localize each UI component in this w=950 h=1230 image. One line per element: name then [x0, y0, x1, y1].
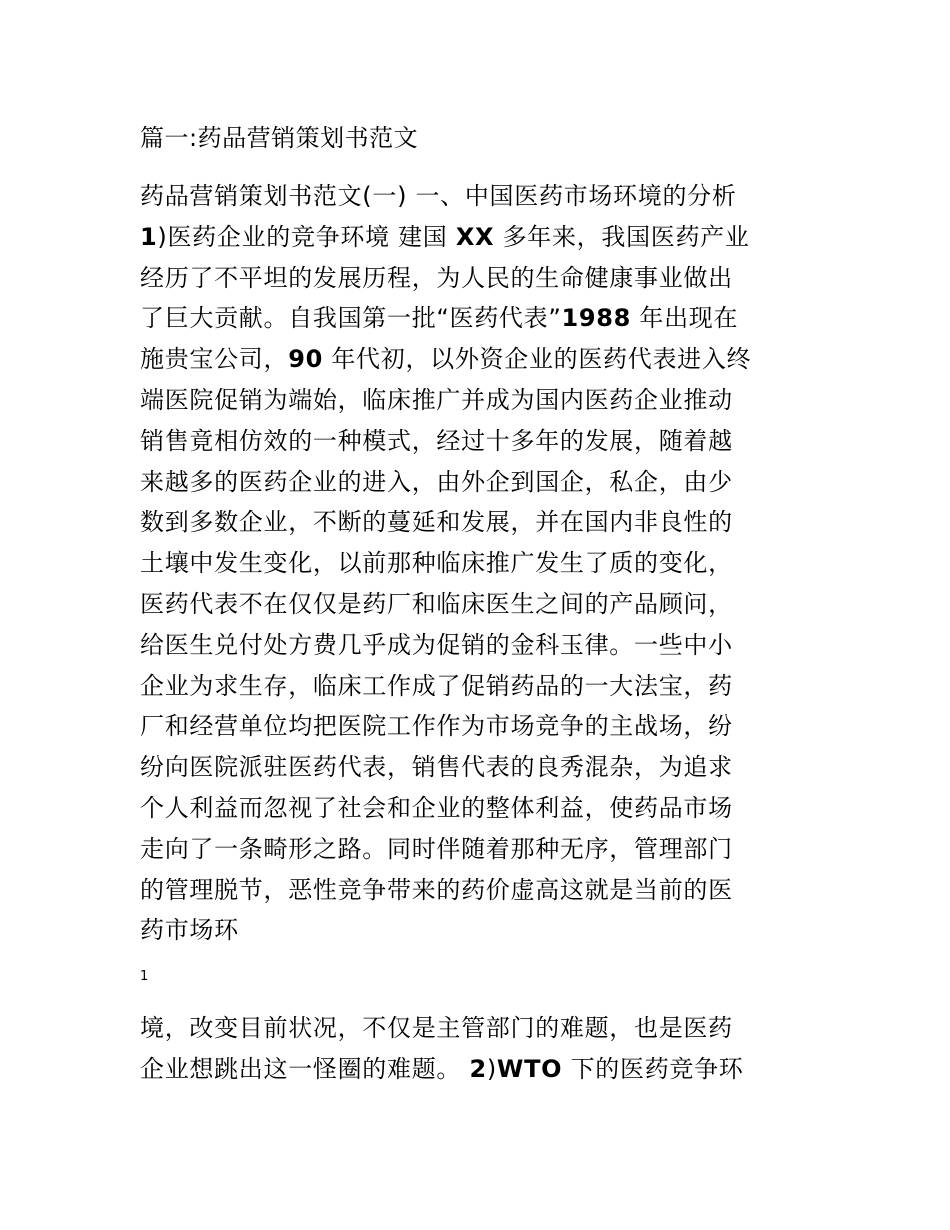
bold-number: 2: [469, 1054, 487, 1083]
text-line: 药品营销策划书范文(一) 一、中国医药市场环境的分析: [140, 182, 737, 210]
text-line: 来越多的医药企业的进入，由外企到国企，私企，由少: [140, 467, 733, 496]
text-line: 数到多数企业，不断的蔓延和发展，并在国内非良性的: [140, 508, 733, 537]
text-line: 土壤中发生变化，以前那种临床推广发生了质的变化，: [140, 549, 733, 578]
text-fragment: 年代初，以外资企业的医药代表进入终: [323, 345, 752, 374]
text-line: 经历了不平坦的发展历程，为人民的生命健康事业做出: [140, 263, 733, 292]
document-heading: 篇一:药品营销策划书范文: [140, 124, 419, 152]
text-fragment: ): [486, 1054, 497, 1083]
bold-acronym: WTO: [496, 1054, 563, 1083]
text-line: 的管理脱节，恶性竞争带来的药价虚高这就是当前的医: [140, 875, 733, 904]
text-line: 销售竟相仿效的一种模式，经过十多年的发展，随着越: [140, 426, 733, 455]
text-line: 企业为求生存，临床工作成了促销药品的一大法宝，药: [140, 671, 733, 700]
text-fragment: 了巨大贡献。自我国第一批“医药代表”: [140, 304, 562, 333]
page-number: 1: [140, 969, 149, 984]
text-fragment: 年出现在: [631, 304, 739, 333]
bold-number: XX: [455, 222, 495, 251]
text-line: 纷向医院派驻医药代表，销售代表的良秀混杂，为追求: [140, 753, 733, 782]
text-fragment: 施贵宝公司，: [140, 345, 289, 374]
text-line: [140, 217, 820, 258]
bold-number: 1: [140, 222, 158, 251]
text-fragment: 下的医药竞争环: [562, 1054, 744, 1083]
text-fragment: )医药企业的竞争环境 建国: [157, 222, 456, 251]
bold-number: 1988: [561, 304, 632, 333]
text-fragment: 企业想跳出这一怪圈的难题。: [140, 1054, 470, 1083]
text-line: 医药代表不在仅仅是药厂和临床医生之间的产品顾问，: [140, 589, 733, 618]
text-line: 端医院促销为端始，临床推广并成为国内医药企业推动: [140, 385, 733, 414]
text-line: 个人利益而忽视了社会和企业的整体利益，使药品市场: [140, 793, 733, 822]
paragraph-block-2: [140, 1008, 820, 1090]
text-line: [140, 1049, 820, 1090]
text-line: 走向了一条畸形之路。同时伴随着那种无序，管理部门: [140, 834, 733, 863]
text-line: 厂和经营单位均把医院工作作为市场竞争的主战场，纷: [140, 712, 733, 741]
text-line: [140, 298, 820, 339]
text-line: 境，改变目前状况，不仅是主管部门的难题，也是医药: [140, 1014, 733, 1042]
bold-number: 90: [288, 345, 324, 374]
text-line: 药市场环: [140, 916, 239, 945]
paragraph-block-1: [140, 176, 820, 951]
text-line: [140, 339, 820, 380]
text-line: 给医生兑付处方费几乎成为促销的金科玉律。一些中小: [140, 630, 733, 659]
text-fragment: 多年来，我国医药产业: [494, 222, 750, 251]
